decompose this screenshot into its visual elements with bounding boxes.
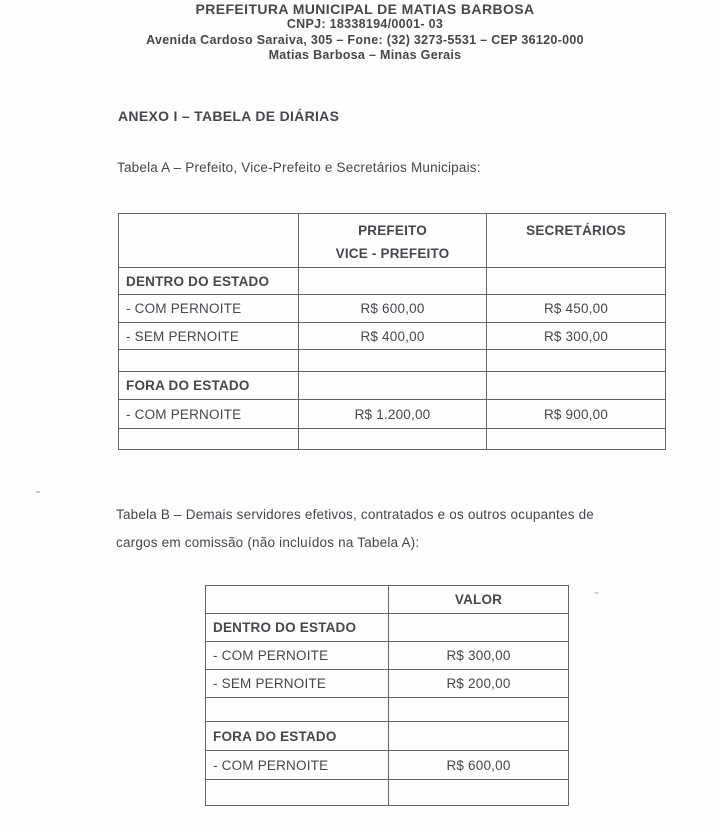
table-a-value-prefeito: R$ 1.200,00 (299, 400, 487, 429)
table-a-value-secretarios: R$ 900,00 (487, 400, 666, 429)
table-b-empty-cell (206, 780, 389, 806)
table-a-header-row (119, 214, 666, 268)
table-b-value: R$ 600,00 (389, 751, 569, 780)
table-a-empty-cell (299, 350, 487, 372)
scan-speck (594, 592, 599, 594)
table-row (119, 323, 666, 350)
table-a-value-secretarios: R$ 450,00 (487, 295, 666, 323)
table-b-item-label: - COM PERNOITE (206, 642, 389, 670)
table-a-item-label: - COM PERNOITE (119, 295, 299, 323)
table-b-value: R$ 200,00 (389, 670, 569, 698)
table-b-item-label: - SEM PERNOITE (206, 670, 389, 698)
table-row (119, 268, 666, 295)
org-name: PREFEITURA MUNICIPAL DE MATIAS BARBOSA (195, 1, 535, 17)
address-line: Avenida Cardoso Saraiva, 305 – Fone: (32) 3273-5531 – CEP 36120-000 (146, 32, 584, 47)
table-a-value-prefeito (299, 268, 487, 295)
table-b-value: R$ 300,00 (389, 642, 569, 670)
table-row (206, 614, 569, 642)
table-row-empty (206, 698, 569, 722)
table-a-caption: Tabela A – Prefeito, Vice-Prefeito e Secretários Municipais: (117, 160, 481, 175)
table-a-value-prefeito: R$ 400,00 (299, 323, 487, 350)
table-a-value-prefeito: R$ 600,00 (299, 295, 487, 323)
table-b-section-label: FORA DO ESTADO (206, 722, 389, 751)
table-b-value (389, 722, 569, 751)
table-b-caption-line2: cargos em comissão (não incluídos na Tabela A): (116, 535, 420, 550)
table-row (119, 400, 666, 429)
table-b-empty-cell (206, 698, 389, 722)
table-a-empty-cell (119, 350, 299, 372)
table-row (206, 670, 569, 698)
table-a-item-label: - SEM PERNOITE (119, 323, 299, 350)
table-b-section-label: DENTRO DO ESTADO (206, 614, 389, 642)
table-a-section-label: DENTRO DO ESTADO (119, 268, 299, 295)
table-row (206, 722, 569, 751)
annex-title: ANEXO I – TABELA DE DIÁRIAS (118, 108, 340, 124)
table-row (206, 642, 569, 670)
table-a-header-secretarios: SECRETÁRIOS (487, 214, 666, 268)
table-b-item-label: - COM PERNOITE (206, 751, 389, 780)
table-a-value-secretarios: R$ 300,00 (487, 323, 666, 350)
table-a-empty-cell (119, 429, 299, 450)
table-row (119, 372, 666, 400)
letterhead (10, 1, 720, 64)
table-a-header-empty (119, 214, 299, 268)
table-a-value-secretarios (487, 268, 666, 295)
table-row (206, 751, 569, 780)
table-b-caption-line1: Tabela B – Demais servidores efetivos, contratados e os outros ocupantes de (116, 507, 595, 522)
table-b (205, 585, 569, 806)
table-b-value (389, 614, 569, 642)
table-a-value-prefeito (299, 372, 487, 400)
table-b-header-row (206, 586, 569, 614)
table-b-caption (116, 501, 594, 557)
scan-speck (36, 491, 40, 493)
table-row-empty (206, 780, 569, 806)
table-b-empty-cell (389, 698, 569, 722)
table-a-empty-cell (299, 429, 487, 450)
table-a-header-prefeito-line1: PREFEITO (358, 223, 427, 238)
table-a-empty-cell (487, 429, 666, 450)
cnpj-line: CNPJ: 18338194/0001- 03 (286, 17, 444, 31)
table-row (119, 295, 666, 323)
table-b-empty-cell (389, 780, 569, 806)
table-a-header-prefeito-line2: VICE - PREFEITO (335, 246, 450, 261)
table-a-section-label: FORA DO ESTADO (119, 372, 299, 400)
table-a-item-label: - COM PERNOITE (119, 400, 299, 429)
table-row-empty (119, 350, 666, 372)
table-a (118, 213, 666, 450)
table-row-empty (119, 429, 666, 450)
table-b-header-valor: VALOR (389, 586, 569, 614)
table-a-empty-cell (487, 350, 666, 372)
table-a-header-prefeito (299, 214, 487, 268)
table-b-header-empty (206, 586, 389, 614)
table-a-value-secretarios (487, 372, 666, 400)
city-line: Matias Barbosa – Minas Gerais (268, 48, 462, 62)
